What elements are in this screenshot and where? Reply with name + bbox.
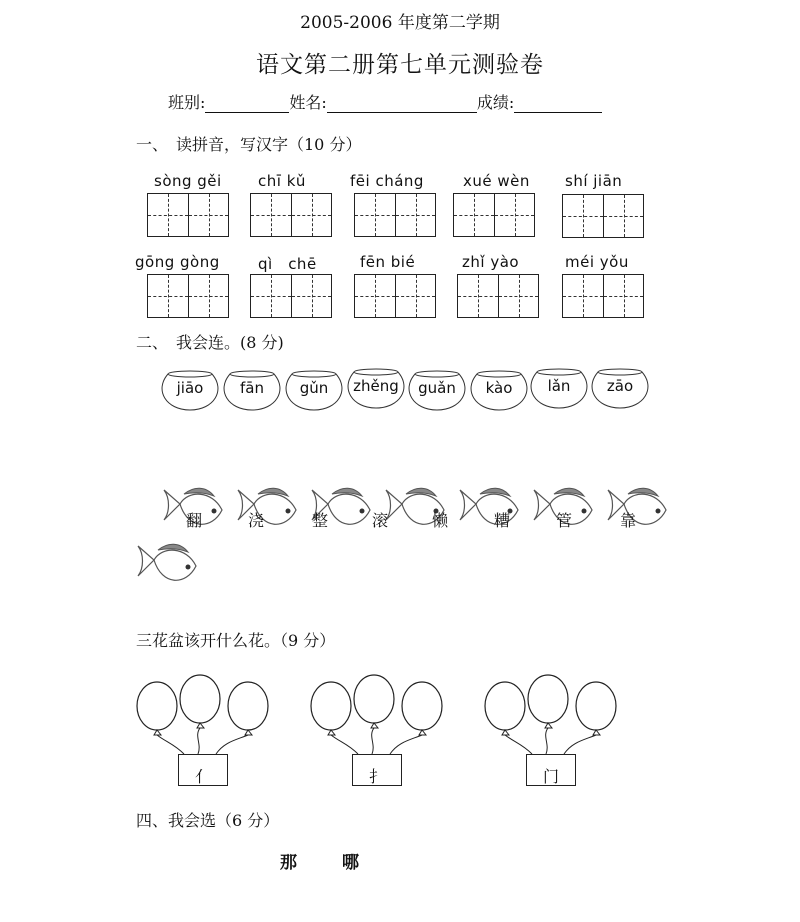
fish-character: 整: [312, 511, 329, 530]
fish[interactable]: [432, 484, 520, 536]
fish[interactable]: [160, 484, 224, 536]
score-field[interactable]: [514, 94, 602, 113]
writing-grid[interactable]: [354, 193, 436, 237]
pinyin-label: fēi cháng: [350, 172, 424, 190]
bowl-pinyin: kào: [485, 379, 513, 397]
pot-radical: 门: [542, 767, 559, 786]
fish-icon: [234, 484, 298, 536]
class-field[interactable]: [205, 94, 289, 113]
semester-line: 2005-2006 年度第二学期: [300, 13, 500, 33]
writing-grid[interactable]: [562, 194, 644, 238]
writing-grid[interactable]: [250, 274, 332, 318]
pinyin-label: qì chē: [258, 255, 317, 273]
fishbowl[interactable]: [590, 366, 650, 410]
fish-character: 浇: [248, 511, 265, 530]
bowl-pinyin: guǎn: [418, 379, 456, 397]
class-label: 班别:: [168, 93, 206, 112]
fish-character: 糟: [494, 511, 511, 530]
writing-grid[interactable]: [250, 193, 332, 237]
section4-title: 四、我会选（6 分）: [136, 811, 280, 830]
section1-title: 一、 读拼音，写汉字（10 分）: [136, 135, 362, 154]
fishbowl[interactable]: [407, 368, 467, 412]
balloon-pot[interactable]: [136, 672, 272, 788]
bowl-pinyin: zāo: [606, 377, 634, 395]
fishbowl[interactable]: [346, 366, 406, 410]
fish-character: 管: [556, 511, 573, 530]
fishbowl[interactable]: [529, 366, 589, 410]
pinyin-label: gōng gòng: [135, 253, 220, 271]
pinyin-label: chī kǔ: [258, 172, 306, 190]
fish-icon: [456, 484, 520, 536]
section3-title: 三花盆该开什么花。（9 分）: [136, 631, 336, 650]
bowl-pinyin: lǎn: [547, 377, 571, 395]
fish[interactable]: [606, 484, 670, 536]
pinyin-label: xué wèn: [463, 172, 530, 190]
pot-box: [178, 754, 228, 786]
fishbowl[interactable]: [469, 368, 529, 412]
fish-character: 懒: [432, 511, 449, 530]
writing-grid[interactable]: [147, 193, 229, 237]
pot-radical: 扌: [368, 767, 385, 786]
writing-grid[interactable]: [354, 274, 436, 318]
pinyin-label: shí jiān: [565, 172, 623, 190]
fish[interactable]: [134, 540, 198, 592]
fish-character: 翻: [186, 511, 203, 530]
fish-icon: [134, 540, 198, 592]
fishbowl[interactable]: [284, 368, 344, 412]
bowl-pinyin: jiāo: [176, 379, 204, 397]
word-choice: 哪: [342, 853, 359, 873]
bowl-pinyin: fān: [240, 379, 264, 397]
page-title: 语文第二册第七单元测验卷: [256, 52, 544, 78]
student-info-line: [168, 90, 602, 113]
balloon-pot[interactable]: [484, 672, 620, 788]
fish-character: 靠: [620, 511, 637, 530]
fish-character: 滚: [372, 511, 389, 530]
pinyin-label: fēn bié: [360, 253, 416, 271]
fishbowl[interactable]: [222, 368, 282, 412]
writing-grid[interactable]: [562, 274, 644, 318]
bowl-pinyin: zhěng: [353, 377, 399, 395]
writing-grid[interactable]: [147, 274, 229, 318]
fish[interactable]: [308, 484, 372, 536]
pinyin-label: sòng gěi: [154, 172, 222, 190]
fish[interactable]: [234, 484, 298, 536]
writing-grid[interactable]: [457, 274, 539, 318]
pot-radical: 亻: [194, 767, 211, 786]
balloon-pot[interactable]: [310, 672, 446, 788]
score-label: 成绩:: [476, 93, 515, 112]
bowl-pinyin: gǔn: [299, 379, 329, 397]
word-choice: 那: [280, 853, 297, 873]
name-field[interactable]: [327, 94, 477, 113]
pinyin-label: zhǐ yào: [462, 253, 520, 271]
fishbowl[interactable]: [160, 368, 220, 412]
pot-box: [526, 754, 576, 786]
pot-box: [352, 754, 402, 786]
name-label: 姓名:: [289, 93, 327, 112]
writing-grid[interactable]: [453, 193, 535, 237]
section2-title: 二、 我会连。(8 分): [136, 333, 284, 352]
pinyin-label: méi yǒu: [565, 253, 629, 271]
